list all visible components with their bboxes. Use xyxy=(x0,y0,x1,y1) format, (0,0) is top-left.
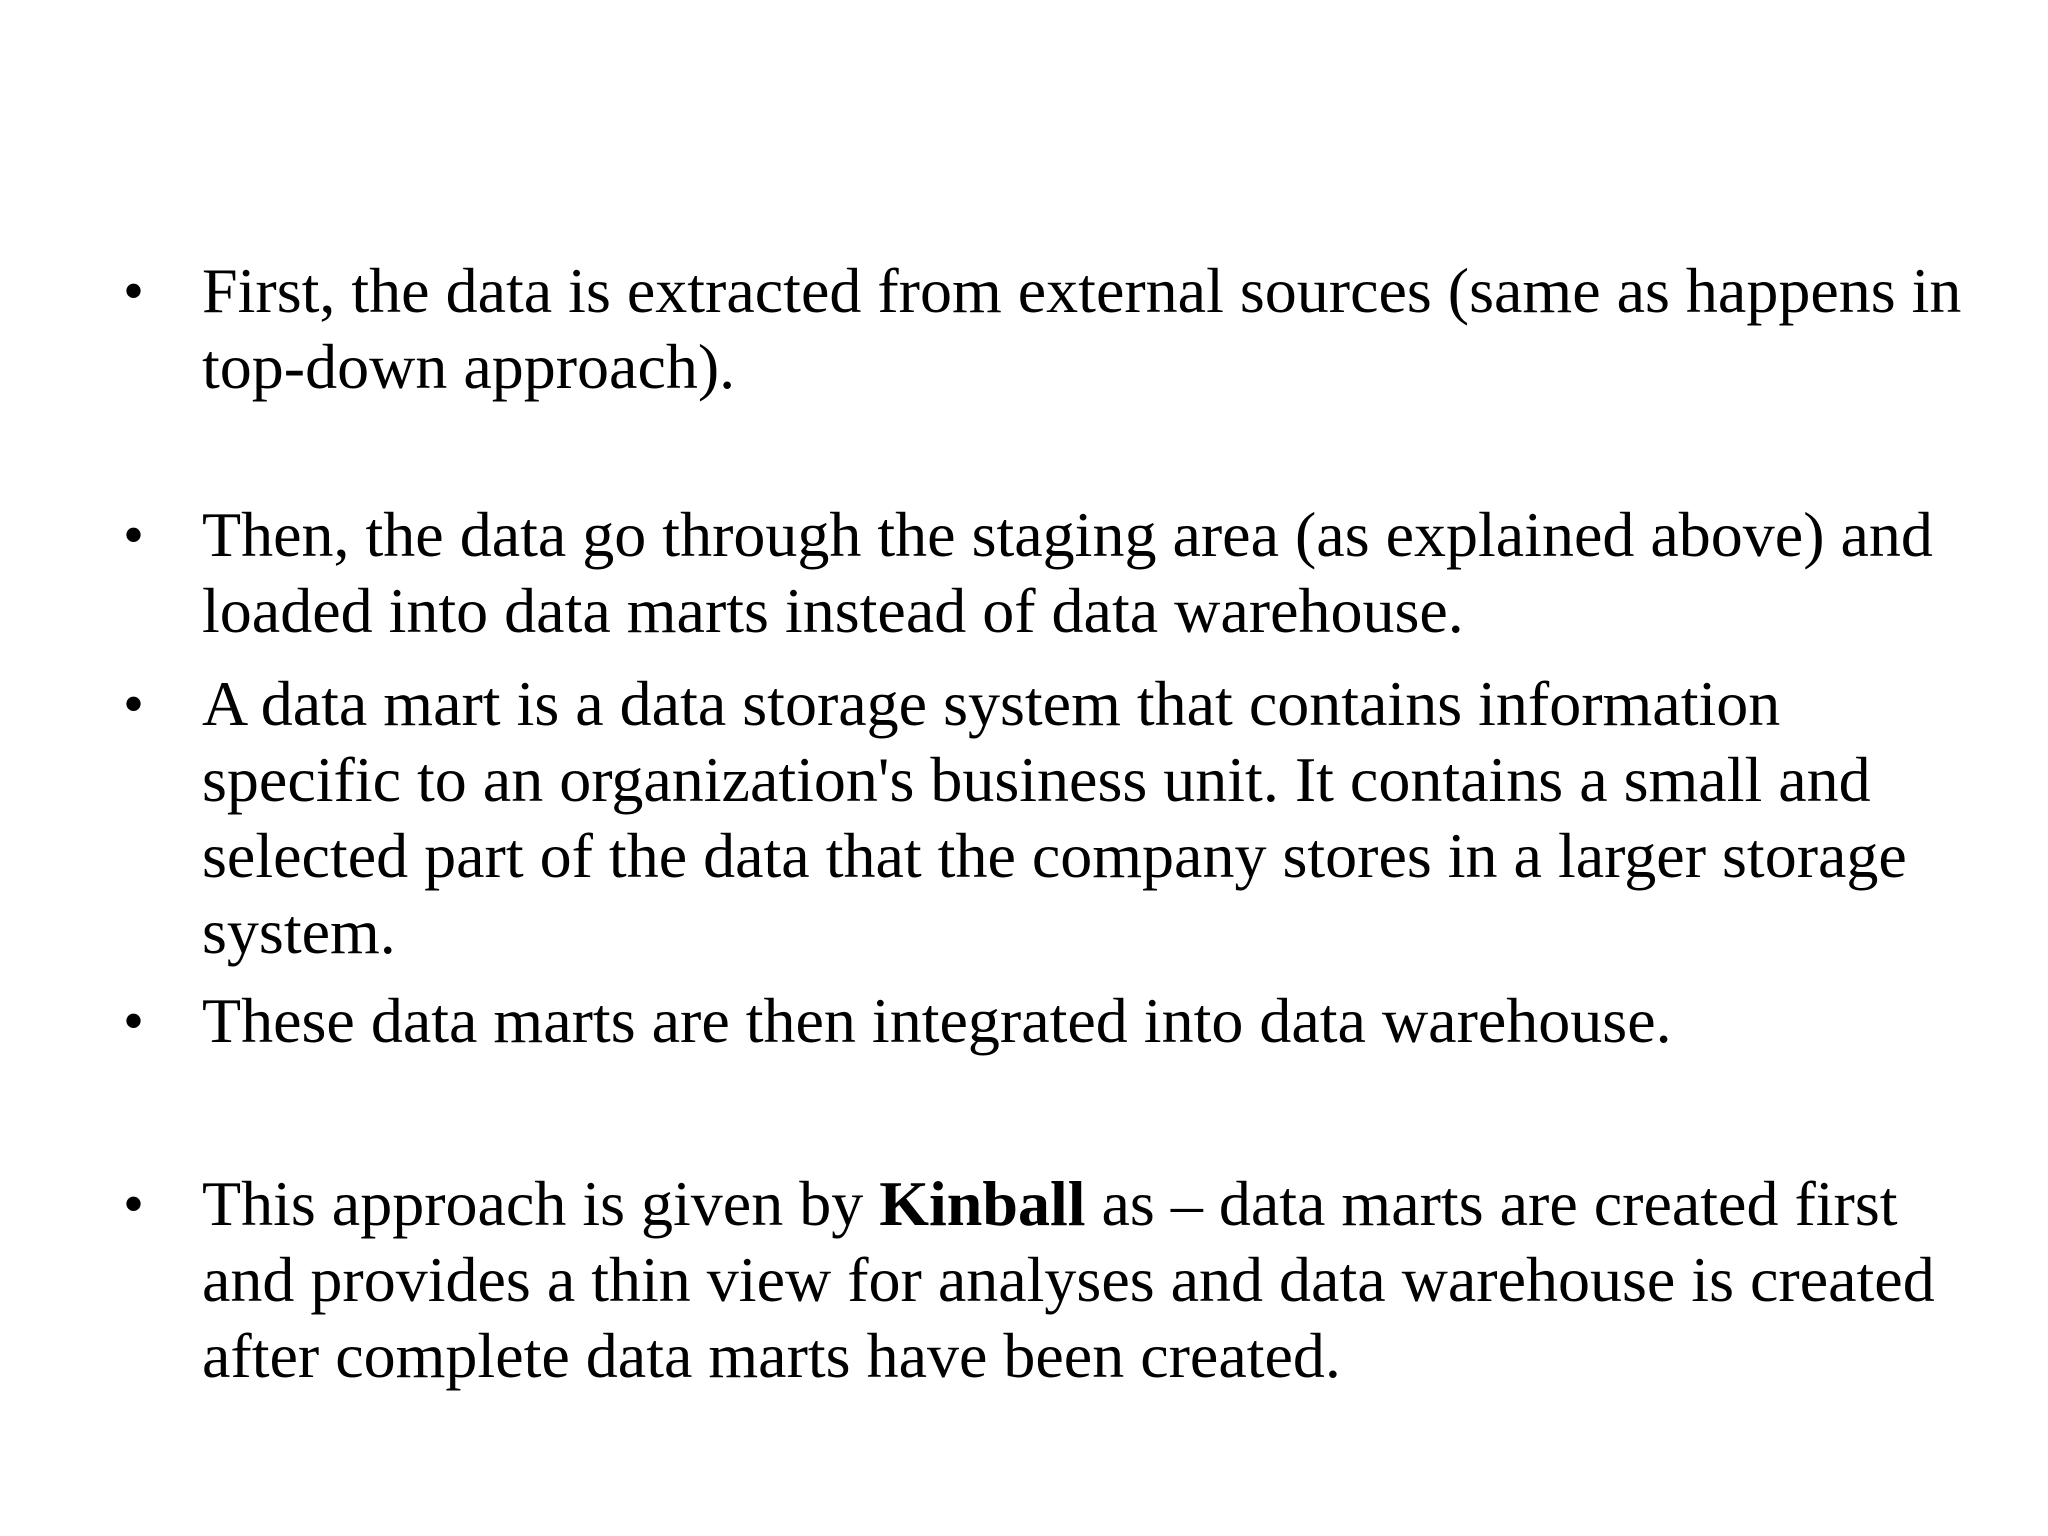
bullet-icon: • xyxy=(123,988,145,1054)
bullet-icon: • xyxy=(123,502,145,568)
text-line: top-down approach). xyxy=(202,331,736,402)
bullet-text xyxy=(202,1166,1962,1394)
text-line: and provides a thin view for analyses and data warehouse is created xyxy=(202,1244,1935,1315)
text-line: First, the data is extracted from external sources (same as happens in xyxy=(202,255,1962,326)
author-name: Kinball xyxy=(879,1168,1086,1239)
text-line: specific to an organization's business unit. It contains a small and xyxy=(202,744,1871,815)
text-line: These data marts are then integrated into data warehouse. xyxy=(202,985,1672,1056)
bullet-text xyxy=(202,666,1962,970)
bullet-icon: • xyxy=(123,258,145,324)
bullet-icon: • xyxy=(123,671,145,737)
text-line: Then, the data go through the staging area (as explained above) and xyxy=(202,499,1933,570)
bullet-icon: • xyxy=(123,1171,145,1237)
text-run: This approach is given by xyxy=(202,1168,880,1239)
bullet-text xyxy=(202,253,1962,405)
text-run: as – data marts are created first xyxy=(1085,1168,1898,1239)
text-line: system. xyxy=(202,896,396,967)
bullet-text xyxy=(202,983,1962,1059)
bullet-text xyxy=(202,497,1962,649)
text-line: after complete data marts have been created. xyxy=(202,1320,1341,1391)
text-line: selected part of the data that the company stores in a larger storage xyxy=(202,820,1907,891)
text-line: A data mart is a data storage system that contains information xyxy=(202,668,1781,739)
text-line: loaded into data marts instead of data warehouse. xyxy=(202,575,1464,646)
